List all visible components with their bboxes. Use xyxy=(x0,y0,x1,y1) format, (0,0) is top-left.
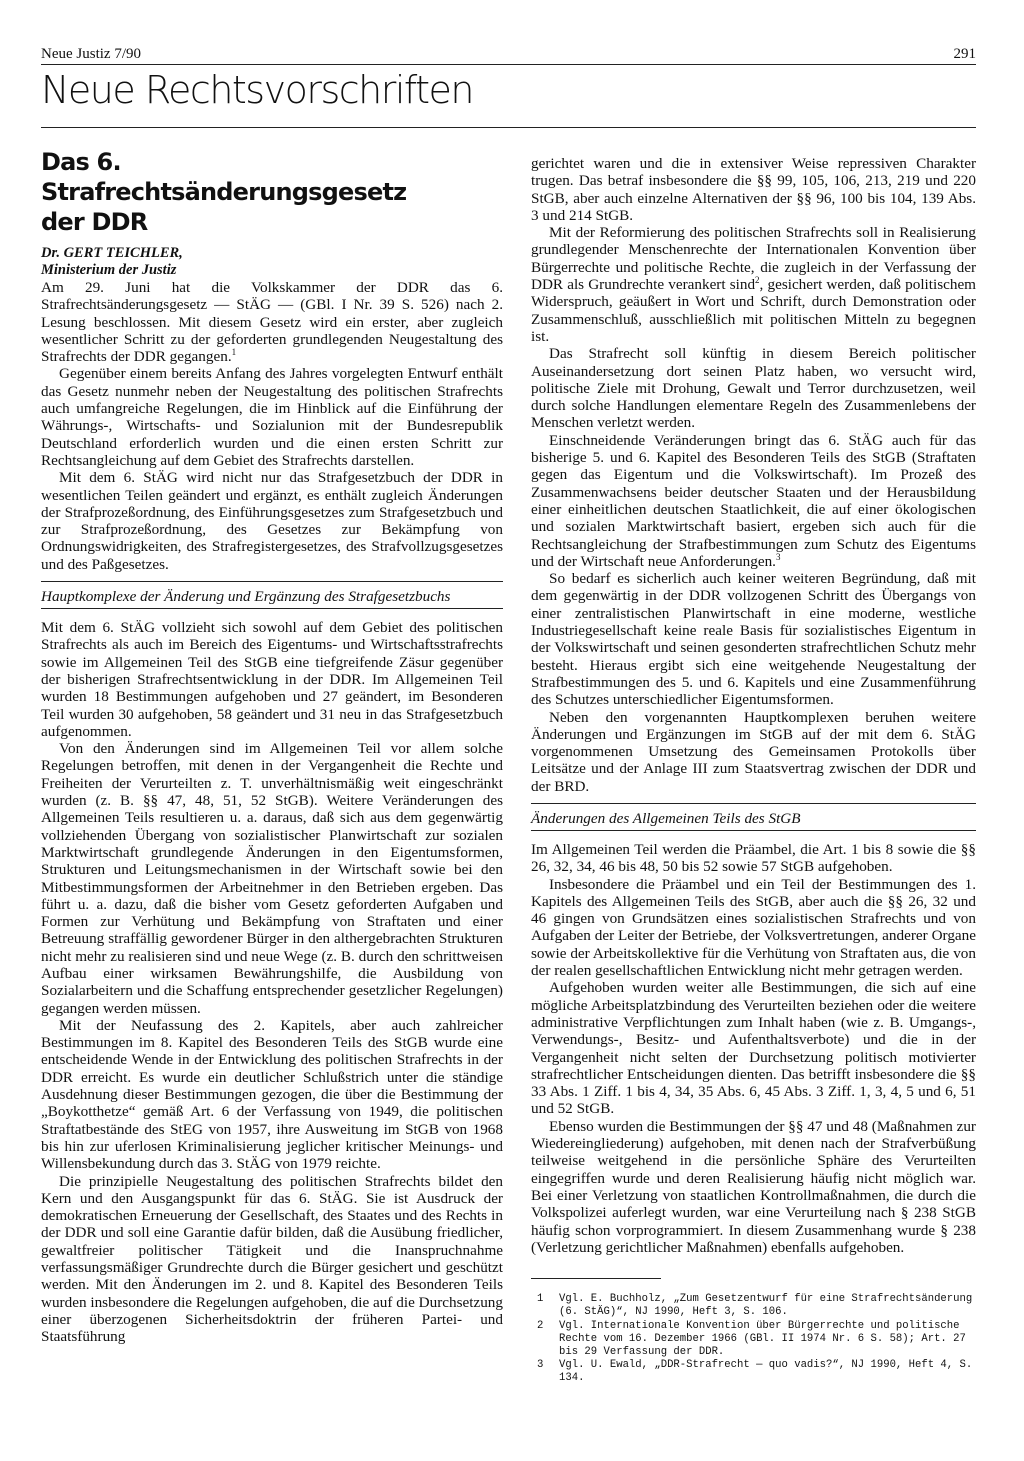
paragraph: Mit dem 6. StÄG wird nicht nur das Strafgesetzbuch der DDR in wesentlichen Teilen geändert und ergänzt, es enthält zugleich Änderungen der Strafprozeßordnung, des Einführungsgesetzes zum Strafgesetzbuch und zur Strafprozeßordnung, des Gesetzes zur Bekämpfung von Ordnungswidrigkeiten, des Strafregistergesetzes, des Strafvollzugsgesetzes und des Paßgesetzes. xyxy=(41,469,503,573)
paragraph: So bedarf es sicherlich auch keiner weiteren Begründung, daß mit dem gegenwärtig in der DDR vollzogenen Schritt des Übergangs von einer zentralistischen Planwirtschaft in eine moderne, westliche Industriegesellschaft keine reale Basis für sozialistisches Eigentum in der Volkswirtschaft und seinen gesonderten strafrechtlichen Schutz mehr besteht. Hieraus ergibt sich eine weitgehende Neugestaltung der Strafbestimmungen des 5. und 6. Kapitels und eine Zusammenführung des Schutzes unterschiedlicher Eigentumsformen. xyxy=(531,570,976,709)
page-number: 291 xyxy=(953,46,976,62)
footnote-rule xyxy=(531,1278,661,1279)
paragraph: Insbesondere die Präambel und ein Teil der Bestimmungen des 1. Kapitels des Allgemeinen Teils des StGB, aber auch die §§ 26, 32 und 46 gingen von Grundsätzen eines sozialistischen Strafrechts und von Aufgaben der Leiter der Betriebe, der Volksvertretungen, anderer Organe sowie der Arbeitskollektive für die Verhütung von Straftaten aus, die von der realen gesellschaftlichen Entwicklung nicht mehr getragen werden. xyxy=(531,875,976,980)
article-author: Dr. GERT TEICHLER, xyxy=(41,245,183,261)
paragraph: Ebenso wurden die Bestimmungen der §§ 47 und 48 (Maßnahmen zur Wiedereingliederung) aufgehoben, mit denen nach der Strafverbüßung teilweise weitgehend in die persönliche Sphäre des Verurteilten eingegriffen wurde und deren Realisierung häufig nicht möglich war. Bei einer Verletzung von staatlichen Kontrollmaßnahmen, die durch die Volkspolizei auferlegt wurden, war eine Verurteilung nach § 238 StGB häufig schon vorprogrammiert. In diesem Zusammenhang wurde § 238 (Verletzung gerichtlicher Maßnahmen) ebenfalls aufgehoben. xyxy=(531,1117,976,1256)
paragraph: Gegenüber einem bereits Anfang des Jahres vorgelegten Entwurf enthält das Gesetz nunmehr neben der Neugestaltung des politischen Strafrechts auch umfangreiche Regelungen, die im Hinblick auf die Einführung der Währungs-, Wirtschafts- und Sozialunion mit der Bundesrepublik Deutschland erforderlich wurden und die einen ersten Schritt zur Rechtsangleichung auf dem Gebiet des Strafrechts darstellen. xyxy=(41,365,503,469)
article-affiliation: Ministerium der Justiz xyxy=(41,262,177,278)
footnote: 1 Vgl. E. Buchholz, „Zum Gesetzentwurf für eine Strafrechtsänderung (6. StÄG)“, NJ 1990, Heft 3, S. 106. xyxy=(537,1293,973,1319)
running-head xyxy=(41,44,976,64)
subheading-block xyxy=(41,581,503,609)
subheading-block xyxy=(531,803,976,831)
footnote: 2 Vgl. Internationale Konvention über Bürgerrechte und politische Rechte vom 16. Dezember 1966 (GBl. II 1974 Nr. 6 S. 58); Art. 27 bis 29 Verfassung der DDR. xyxy=(537,1319,966,1358)
subheading: Änderungen des Allgemeinen Teils des StGB xyxy=(531,809,801,827)
paragraph: Das Strafrecht soll künftig in diesem Bereich politischer Auseinandersetzung dort seinen Platz haben, wo versucht wird, politische Ziele mit Drohung, Gewalt und Terror durchzusetzen, weil durch solche Handlungen elementare Regeln des Zusammenlebens der Menschen verletzt werden. xyxy=(531,345,976,432)
paragraph: Am 29. Juni hat die Volkskammer der DDR das 6. Strafrechtsänderungsgesetz — StÄG — (GBl. I Nr. 39 S. 526) nach 2. Lesung beschlossen. Mit diesem Gesetz wird ein erster, aber zugleich wesentlicher Schritt zu der geforderten grundlegenden Neugestaltung des Strafrechts der DDR gegangen.$^1$ xyxy=(41,279,503,366)
paragraph: Einschneidende Veränderungen bringt das 6. StÄG auch für das bisherige 5. und 6. Kapitel des Besonderen Teils des StGB (Straftaten gegen das Eigentum und die Volkswirtschaft). Im Prozeß des Zusammenwachsens beider deutscher Staaten und der Herausbildung einer einheitlichen deutschen Staatlichkeit, die auf einer ökologischen und sozialen Marktwirtschaft basiert, ergeben sich auch für die Rechtsangleichung der Strafbestimmungen zum Schutz des Eigentums und der Wirtschaft neue Anforderungen.$^3$ xyxy=(531,431,976,570)
paragraph: Im Allgemeinen Teil werden die Präambel, die Art. 1 bis 8 sowie die §§ 26, 32, 34, 46 bis 48, 50 bis 52 sowie 57 StGB aufgehoben. xyxy=(531,840,976,876)
section-title: Neue Rechtsvorschriften xyxy=(41,68,473,112)
subheading: Hauptkomplexe der Änderung und Ergänzung des Strafgesetzbuchs xyxy=(41,588,451,606)
footnote-ref[interactable]: 3 xyxy=(775,551,781,562)
paragraph: Von den Änderungen sind im Allgemeinen Teil vor allem solche Regelungen betroffen, mit denen in der Vergangenheit die Rechte und Freiheiten der Verurteilten z. T. unverhältnismäßig weit eingeschränkt wurden (z. B. §§ 47, 48, 51, 52 StGB). Weitere Veränderungen des Allgemeinen Teils resultieren u. a. daraus, daß sich aus dem gegenwärtig vollziehenden Übergang von sozialistischer Planwirtschaft zur sozialen Marktwirtschaft grundlegende Änderungen in den Eigentumsformen, Strukturen und Leitungsmechanismen in der Wirtschaft sowie bei den Mitbestimmungsformen der Arbeitnehmer in den Betrieben ergeben. Das führt u. a. dazu, daß die bisher vom Gesetz geforderten Aufgaben und Formen zur Verhütung und Bekämpfung von Straftaten und einer Betreuung straffällig gewordener Bürger in den althergebrachten Strukturen nicht mehr zu realisieren sind und neue Wege (z. B. durch den schrittweisen Aufbau einer wirksamen Bewährungshilfe, die Ausbildung von Sozialarbeitern und die Schaffung entsprechender gesetzlicher Regelungen) gegangen werden müssen. xyxy=(41,740,503,1017)
paragraph: Mit der Reformierung des politischen Strafrechts soll in Realisierung grundlegender Menschenrechte der Internationalen Konvention über Bürgerrechte und politische Rechte, die zugleich in der Verfassung der DDR als Grundrechte verankert sind$^2$, gesichert werden, daß politischem Widerspruch, geäußert in Wort und Schrift, durch Demonstration oder Zusammenschluß, ausschließlich mit politischen Mitteln zu begegnen ist. xyxy=(531,224,976,345)
paragraph: gerichtet waren und die in extensiver Weise repressiven Charakter trugen. Das betraf insbesondere die §§ 99, 105, 106, 213, 219 und 220 StGB, aber auch einzelne Alternativen der §§ 96, 100 bis 104, 139 Abs. 3 und 214 StGB. xyxy=(531,155,976,224)
footnote: 3 Vgl. U. Ewald, „DDR-Strafrecht — quo vadis?“, NJ 1990, Heft 4, S. 134. xyxy=(537,1359,973,1385)
journal-issue: Neue Justiz 7/90 xyxy=(41,46,141,62)
paragraph: Mit dem 6. StÄG vollzieht sich sowohl auf dem Gebiet des politischen Strafrechts als auch im Bereich des Eigentums- und Wirtschaftsstrafrechts sowie im Allgemeinen Teil des StGB eine tiefgreifende Zäsur gegenüber der bisherigen Strafrechtsentwicklung in der DDR. Im Allgemeinen Teil wurden 18 Bestimmungen aufgehoben und 27 geändert, im Besonderen Teil wurden 30 aufgehoben, 58 geändert und 31 neu in das Strafgesetzbuch aufgenommen. xyxy=(41,619,503,740)
footnote-ref[interactable]: 1 xyxy=(231,347,237,358)
section-rule xyxy=(41,127,976,128)
footnotes xyxy=(531,1293,976,1385)
article-title: Das 6. Strafrechtsänderungsgesetz der DDR xyxy=(41,148,407,236)
header-rule xyxy=(41,64,976,65)
right-column xyxy=(531,155,976,1386)
paragraph: Mit der Neufassung des 2. Kapitels, aber auch zahlreicher Bestimmungen im 8. Kapitel des Besonderen Teils des StGB wurde eine entscheidende Wende in der Entwicklung des politischen Strafrechts in der DDR erreicht. Es wurde ein deutlicher Schlußstrich unter die ständige Ausdehnung dieser Bestimmungen gezogen, die über die Bestimmung der „Boykotthetze“ gemäß Art. 6 der Verfassung von 1949, die politischen Straftatbestände des StEG von 1957, ihre Ausweitung im StGB von 1968 bis hin zur uferlosen Kriminalisierung jeglicher kritischer Meinungs- und Willensbekundung durch das 3. StÄG von 1979 reichte. xyxy=(41,1016,503,1173)
left-column xyxy=(41,147,503,1346)
paragraph: Die prinzipielle Neugestaltung des politischen Strafrechts bildet den Kern und den Ausgangspunkt für das 6. StÄG. Sie ist Ausdruck der demokratischen Erneuerung der Gesellschaft, des Staates und des Rechts in der DDR und soll eine Garantie dafür bilden, daß die Ausübung friedlicher, gewaltfreier politischer Tätigkeit und die Inanspruchnahme verfassungsmäßiger Grundrechte durch die Bürger gesichert und geschützt werden. Mit den Änderungen im 2. und 8. Kapitel des Besonderen Teils wurden insbesondere die Regelungen aufgehoben, die auf die Durchsetzung einer überzogenen Sicherheitsdoktrin der früheren Partei- und Staatsführung xyxy=(41,1172,503,1346)
paragraph: Aufgehoben wurden weiter alle Bestimmungen, die sich auf eine mögliche Arbeitsplatzbindung des Verurteilten beziehen oder die weitere administrative Verpflichtungen zum Inhalt haben (wie z. B. Umgangs-, Verwendungs-, Besitz- und Aufenthaltsverbote) und die in der Vergangenheit nicht selten der Durchsetzung politisch motivierter strafrechtlicher Entscheidungen dienten. Das betrifft insbesondere die §§ 33 Abs. 1 Ziff. 1 bis 4, 34, 35 Abs. 6, 45 Abs. 3 Ziff. 1, 3, 4, 5 und 6, 51 und 52 StGB. xyxy=(531,979,976,1118)
paragraph: Neben den vorgenannten Hauptkomplexen beruhen weitere Änderungen und Ergänzungen im StGB auf der mit dem 6. StÄG vorgenommenen Umsetzung des Gemeinsamen Protokolls über Leitsätze und der Anlage III zum Staatsvertrag zwischen der DDR und der BRD. xyxy=(531,708,976,795)
footnote-ref[interactable]: 2 xyxy=(755,275,760,286)
